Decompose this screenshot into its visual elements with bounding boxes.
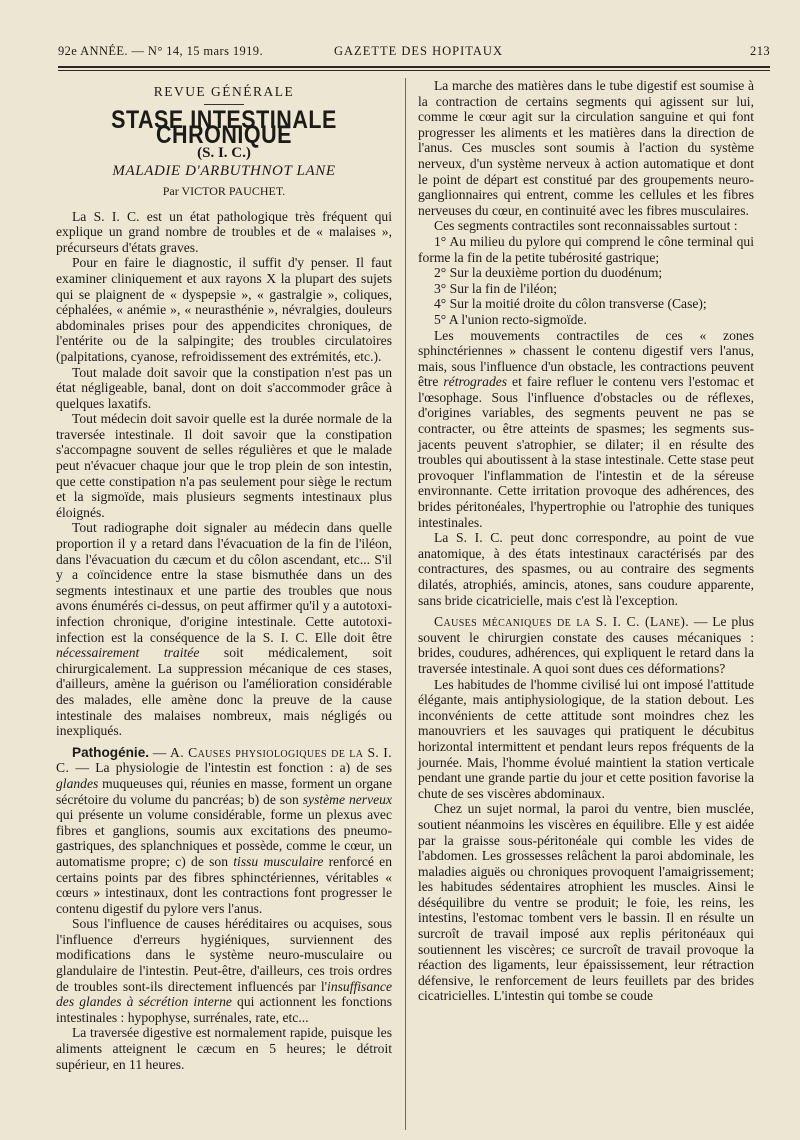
- text-run: — Le plus souvent le chirurgien constate des causes mécaniques : brides, coudures, adhérences, qui expliquent le retard dans la traversée intestinale. A quoi sont dues ces déformations?: [418, 614, 754, 676]
- paragraph: Pour en faire le diagnostic, il suffit d'y penser. Il faut examiner cliniquement et aux rayons X la plupart des sujets qui se plaignent de « dyspepsie », « gastralgie », coliques, céphalées, « anémie », « neurasthénie », névralgies, douleurs abdominales prises pour des appendicites chroniques, de l'entérite ou de la salpingite; des troubles circulatoires (palpitations, cyanose, refroidissement des extrémités, etc.).: [56, 255, 392, 364]
- text-run: qui actionnent les fonctions intestinales : hypophyse, surrénales, rate, etc...: [56, 994, 392, 1025]
- paragraph: Chez un sujet normal, la paroi du ventre, bien musclée, soutient néanmoins les viscères en équilibre. Elle y est aidée par la graisse sous-péritonéale qui comble les vides de l'abdomen. Les grossesses relâchent la paroi abdominale, les maladies aiguës ou chroniques provoquent l'amaigrissement; les habitudes sédentaires atrophient les muscles. Ainsi le déséquilibre du ventre se produit; le foie, les reins, les intestins, l'estomac tombent vers le bassin. Il en résulte un surcroît de travail imposé aux replis péritonéaux qui soutiennent les viscères; ce surcroît de travail provoque la réaction des ligaments, leur épaississement, leur rétraction défensive, le renforcement de leurs feuillets par des brides cicatricielles. L'intestin qui tombe se coude: [418, 801, 754, 1004]
- text-run: — La physiologie de l'intestin est fonction : a) de ses: [69, 760, 392, 776]
- paragraph: Les habitudes de l'homme civilisé lui ont imposé l'attitude élégante, mais antiphysiologique, de la station debout. Les inconvénients de cette attitude sont moindres chez les manouvriers et les sauvages qui pratiquent le décubitus horizontal intermittent et pendant leurs repos fréquents de la journée. Mais, l'homme évolué maintient la station verticale pendant une grande partie du jour et cette position favorise la chute de ses viscères abdominaux.: [418, 676, 754, 801]
- list-item: 5° A l'union recto-sigmoïde.: [434, 311, 587, 327]
- header-rule-thick: [58, 66, 770, 68]
- text-run: et faire refluer le contenu vers l'estomac et l'œsophage. Sous l'influence d'obstacles ou de réflexes, d'origines variables, des segments peuvent ne pas se contracter, ou être atteints de spasmes; les segments sus-jacents peuvent s'atrophier, se dilater; il en résulte des troubles qui aboutissent à la stase intestinale. Cette stase peut provoquer l'inflammation de l'intestin et de la séreuse environnante. Cette irritation provoque des adhérences, des brides péritonéales, l'hypertrophie ou l'atrophie des tuniques intestinales.: [418, 374, 754, 530]
- emphasis: système nerveux: [302, 791, 392, 807]
- article-title: STASE INTESTINALE CHRONIQUE: [111, 105, 337, 150]
- right-column: [418, 78, 754, 1004]
- paragraph: [56, 520, 392, 738]
- text-run: qui présente un volume considérable, forme un plexus avec fibres et ganglions, soumis aux excitations des pneumo-gastriques, des splanchniques et possède, comme le cœur, un automatisme propre; c) de son: [56, 807, 392, 869]
- text-run: muqueuses qui, réunies en masse, forment un organe sécrétoire du volume du pancréas; b) de son: [56, 775, 392, 807]
- emphasis: glandes: [56, 775, 99, 791]
- list-item: 1° Au milieu du pylore qui comprend le cône terminal qui forme la fin de la petite tubérosité gastrique;: [418, 233, 754, 265]
- left-column: [56, 78, 392, 1072]
- short-divider: [204, 104, 244, 105]
- paragraph: La S. I. C. peut donc correspondre, au point de vue anatomique, à des états intestinaux caractérisés par des contractures, des spasmes, ou au contraire des segments dilatés, atrophiés, amincis, atones, sans coudure apparente, sans bride cicatricielle, mais c'est là l'exception.: [418, 530, 754, 608]
- emphasis: tissu musculaire: [233, 853, 324, 869]
- paragraph: [418, 614, 754, 676]
- section-heading: REVUE GÉNÉRALE: [153, 84, 295, 99]
- text-run: soit médicalement, soit chirurgicalement. La suppression mécanique de ces stases, d'ailleurs, amène la guérison ou l'amélioration considérable des malades, elle amène donc la preuve de la cause intestinale des malaises nombreux, mais négligés ou inexpliqués.: [56, 645, 392, 739]
- paragraph: La marche des matières dans le tube digestif est soumise à la contraction de certains segments qui agissent sur lui, comme le cœur agit sur la circulation sanguine et qui font progresser les aliments et les matières dans la direction de l'anus. Ces muscles sont soumis à l'action du système nerveux, d'un système nerveux à action automatique et dont le point de départ est constitué par des groupements neuro-ganglionnaires qui entrent, comme les cellules et les fibres nerveuses du cœur, en continuité avec les fibres musculaires.: [418, 78, 754, 218]
- emphasis: nécessairement traitée: [56, 645, 200, 661]
- paragraph: [418, 328, 754, 531]
- subsection-heading: Pathogénie.: [72, 744, 150, 760]
- paragraph: La S. I. C. est un état pathologique très fréquent qui explique un grand nombre de troubles et de « malaises », précurseurs d'états graves.: [56, 208, 392, 255]
- paragraph: La traversée digestive est normalement rapide, puisque les aliments atteignent le cæcum en 5 heures; le détroit supérieur, en 11 heures.: [56, 1025, 392, 1072]
- article-abbrev: (S. I. C.): [197, 144, 251, 161]
- column-separator: [405, 78, 406, 1130]
- header-rule-thin: [58, 70, 770, 71]
- list-item: 2° Sur la deuxième portion du duodénum;: [434, 265, 663, 281]
- issue-info: 92e ANNÉE. — N° 14, 15 mars 1919.: [58, 44, 263, 58]
- subsection-heading: Causes mécaniques de la S. I. C. (Lane).: [434, 614, 690, 630]
- page-number: 213: [750, 44, 770, 58]
- running-header: [58, 44, 770, 64]
- segment-list: [418, 234, 754, 328]
- text-run: renforcé en certains points par des fibres sphinctériennes, véritables « cœurs » intestinaux, dont les contractions font progresser le contenu digestif du pylore vers l'anus.: [56, 853, 392, 916]
- text-run: Sous l'influence de causes héréditaires ou acquises, sous l'influence d'erreurs hygiéniques, surviennent des modifications dans le système neuro-musculaire ou glandulaire de l'intestin. Peut-être, d'ailleurs, ces trois ordres de troubles sont-ils directement influencés par l': [56, 916, 392, 994]
- paragraph: Tout malade doit savoir que la constipation n'est pas un état négligeable, banal, dont on doit s'accommoder grâce à quelques laxatifs.: [56, 364, 392, 411]
- text-run: Les mouvements contractiles de ces « zones sphinctériennes » chassent le contenu digestif vers l'anus, mais, sous l'influence d'un obstacle, les contractions peuvent être: [418, 327, 754, 390]
- emphasis: rétrogrades: [443, 374, 508, 390]
- emphasis: insuffisance des glandes à sécrétion interne: [56, 978, 392, 1010]
- paragraph: Tout médecin doit savoir quelle est la durée normale de la traversée intestinale. Il doit savoir que la constipation s'accompagne souvent de selles régulières et que le malade peut n'évacuer chaque jour que le trop plein de son intestin, que cette constipation n'a pas seulement pour siège le rectum et la sigmoïde, mais plusieurs segments intestinaux plus éloignés.: [56, 411, 392, 520]
- list-item: 3° Sur la fin de l'iléon;: [434, 280, 558, 296]
- text-run: Tout radiographe doit signaler au médecin dans quelle proportion il y a retard dans l'évacuation de la fin de l'iléon, dans l'évacuation du cæcum et du côlon ascendant, etc... S'il y a coïncidence entre la stase bismuthée dans un des segments intestinaux et une partie des troubles que nous avons énumérés ci-dessus, on peut affirmer qu'il y a autotoxi-infection chronique, d'origine intestinale. Cette autotoxi-infection est la conséquence de la S. I. C. Elle doit être: [56, 520, 392, 645]
- pathogenie-paragraph: [56, 745, 392, 917]
- subsection-subheading: — A. Causes physiologiques de la S. I. C.: [56, 744, 392, 776]
- list-item: 4° Sur la moitié droite du côlon transverse (Case);: [434, 296, 707, 312]
- journal-name: GAZETTE DES HOPITAUX: [334, 44, 503, 58]
- article-subtitle: MALADIE D'ARBUTHNOT LANE: [112, 163, 336, 180]
- paragraph: Ces segments contractiles sont reconnaissables surtout :: [434, 218, 738, 234]
- article-author: Par VICTOR PAUCHET.: [162, 183, 286, 198]
- paragraph: [56, 916, 392, 1025]
